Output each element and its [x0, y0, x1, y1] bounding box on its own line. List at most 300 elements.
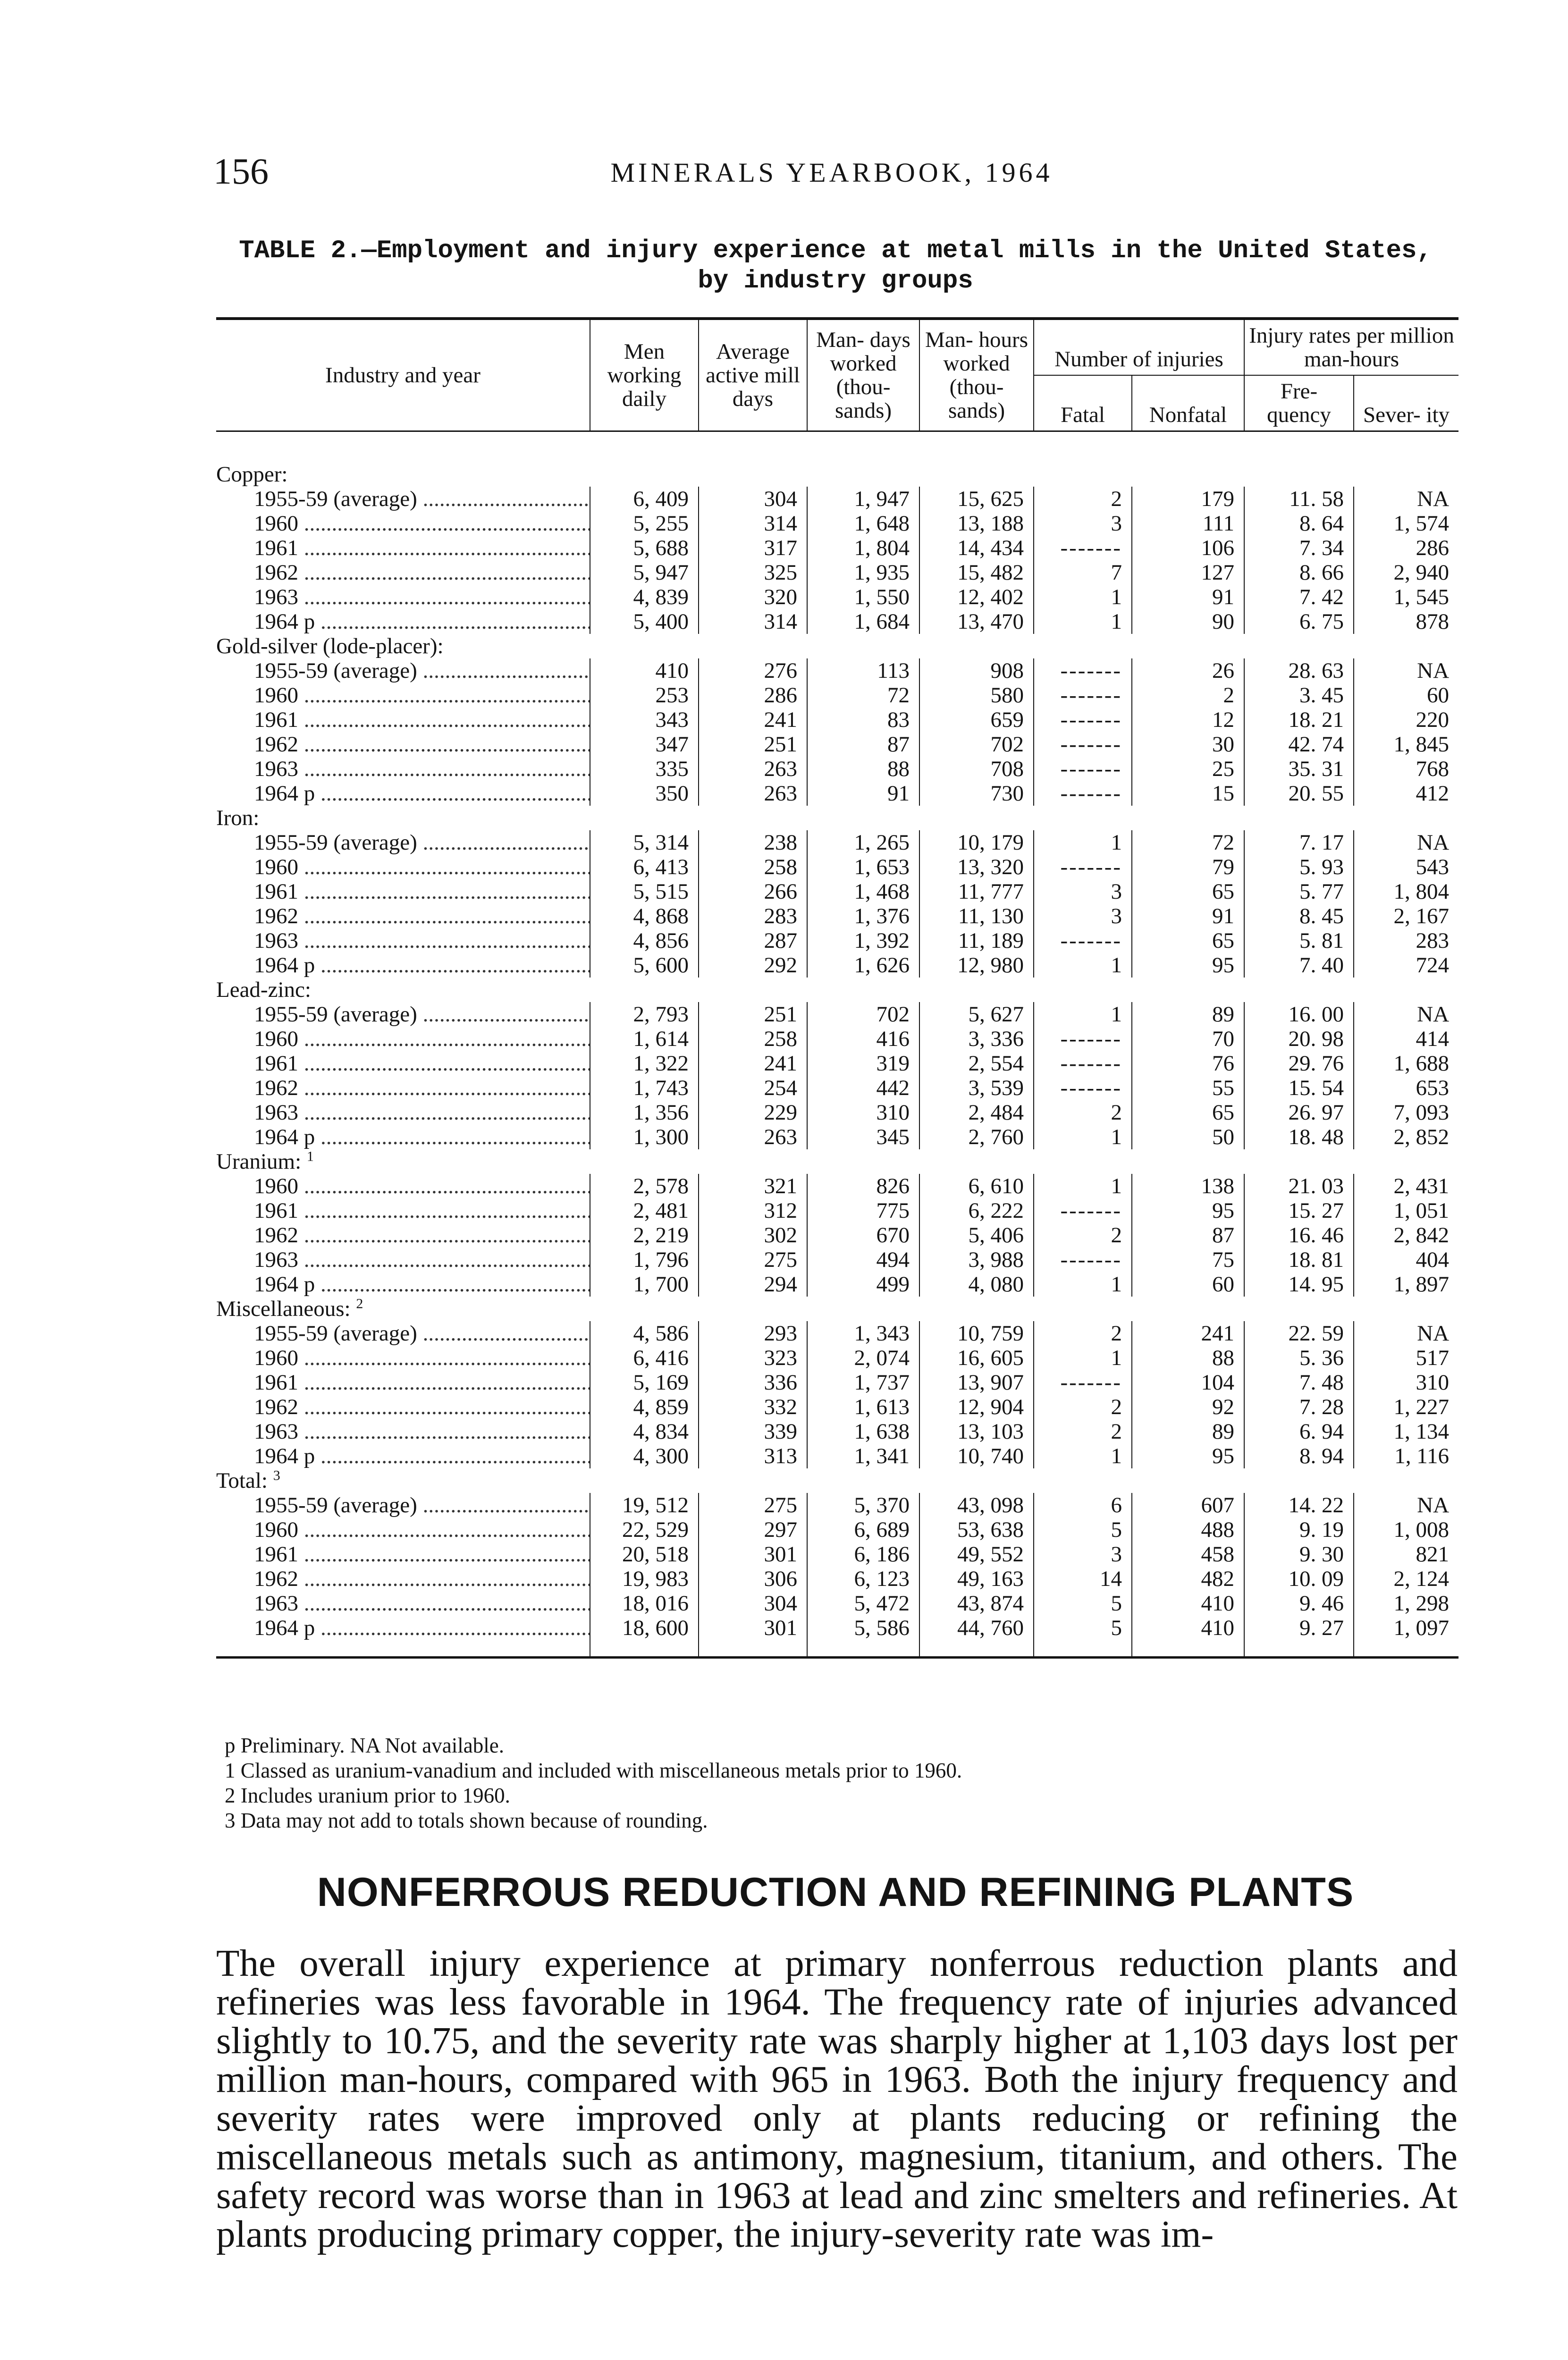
row-year: 1964 p .....: [254, 1616, 590, 1640]
active-days: 312: [699, 1198, 807, 1223]
man-days: 1, 947: [807, 487, 919, 511]
man-hours: 43, 874: [919, 1591, 1034, 1616]
row-year: 1962 .....: [254, 1223, 590, 1247]
frequency-rate: 16. 00: [1244, 1002, 1354, 1027]
men-working: 2, 219: [590, 1223, 699, 1247]
man-hours: 702: [919, 732, 1034, 757]
men-working: 5, 515: [590, 879, 699, 904]
nonfatal-count: 90: [1132, 609, 1244, 634]
frequency-rate: 9. 27: [1244, 1616, 1354, 1658]
nonfatal-count: 65: [1132, 1100, 1244, 1125]
group-name: Miscellaneous:: [216, 1297, 351, 1321]
active-days: 314: [699, 609, 807, 634]
man-hours: 14, 434: [919, 536, 1034, 560]
man-days: 88: [807, 757, 919, 781]
man-hours: 53, 638: [919, 1517, 1034, 1542]
man-days: 494: [807, 1247, 919, 1272]
fatal-count: 2: [1034, 1395, 1132, 1419]
fatal-count: 1: [1034, 609, 1132, 634]
severity-rate: 1, 008: [1354, 1517, 1458, 1542]
frequency-rate: 7. 28: [1244, 1395, 1354, 1419]
man-days: 1, 737: [807, 1370, 919, 1395]
man-days: 319: [807, 1051, 919, 1076]
fatal-count: 2: [1034, 1100, 1132, 1125]
frequency-rate: 20. 98: [1244, 1027, 1354, 1051]
col-group-injuries: Number of injuries: [1034, 319, 1244, 375]
row-year: 1963 .....: [254, 1591, 590, 1616]
severity-rate: 220: [1354, 708, 1458, 732]
man-hours: 2, 484: [919, 1100, 1034, 1125]
row-year: 1963 .....: [254, 928, 590, 953]
severity-rate: 878: [1354, 609, 1458, 634]
men-working: 6, 409: [590, 487, 699, 511]
footnote-ref: 2: [356, 1297, 363, 1312]
table-row: [216, 658, 1458, 683]
frequency-rate: 18. 81: [1244, 1247, 1354, 1272]
man-hours: 11, 189: [919, 928, 1034, 953]
man-days: 91: [807, 781, 919, 806]
man-hours: 2, 760: [919, 1125, 1034, 1149]
man-days: 83: [807, 708, 919, 732]
nonfatal-count: 79: [1132, 855, 1244, 879]
man-days: 1, 341: [807, 1444, 919, 1468]
row-year: 1963 .....: [254, 1247, 590, 1272]
nonfatal-count: 30: [1132, 732, 1244, 757]
group-label: [216, 431, 1458, 487]
frequency-rate: 14. 95: [1244, 1272, 1354, 1297]
nonfatal-count: 65: [1132, 928, 1244, 953]
fatal-count: 1: [1034, 1125, 1132, 1149]
severity-rate: 1, 134: [1354, 1419, 1458, 1444]
severity-rate: 653: [1354, 1076, 1458, 1100]
active-days: 266: [699, 879, 807, 904]
row-label: [216, 1125, 590, 1149]
table-row: [216, 1223, 1458, 1247]
row-year: 1963 .....: [254, 585, 590, 609]
man-days: 310: [807, 1100, 919, 1125]
severity-rate: 2, 431: [1354, 1174, 1458, 1198]
man-days: 1, 392: [807, 928, 919, 953]
men-working: 5, 947: [590, 560, 699, 585]
frequency-rate: 35. 31: [1244, 757, 1354, 781]
fatal-count: 1: [1034, 1346, 1132, 1370]
row-label: [216, 1616, 590, 1658]
severity-rate: NA: [1354, 1321, 1458, 1346]
table-row: [216, 1419, 1458, 1444]
table-body: [216, 431, 1458, 1658]
nonfatal-count: 2: [1132, 683, 1244, 708]
row-label: [216, 1591, 590, 1616]
man-hours: 13, 103: [919, 1419, 1034, 1444]
row-year: 1960 .....: [254, 1517, 590, 1542]
men-working: 5, 169: [590, 1370, 699, 1395]
man-days: 1, 550: [807, 585, 919, 609]
nonfatal-count: 91: [1132, 904, 1244, 928]
table-row: [216, 1100, 1458, 1125]
footnote-1: 1 Classed as uranium-vanadium and included with miscellaneous metals prior to 1960.: [225, 1759, 962, 1782]
man-hours: 15, 482: [919, 560, 1034, 585]
row-year: 1960 .....: [254, 1027, 590, 1051]
fatal-count: 1: [1034, 830, 1132, 855]
table-row: [216, 708, 1458, 732]
active-days: 301: [699, 1542, 807, 1567]
table-row: [216, 683, 1458, 708]
table-row: [216, 879, 1458, 904]
severity-rate: 1, 051: [1354, 1198, 1458, 1223]
frequency-rate: 42. 74: [1244, 732, 1354, 757]
men-working: 1, 796: [590, 1247, 699, 1272]
severity-rate: 517: [1354, 1346, 1458, 1370]
severity-rate: 404: [1354, 1247, 1458, 1272]
man-days: 5, 586: [807, 1616, 919, 1658]
man-days: 1, 468: [807, 879, 919, 904]
frequency-rate: 7. 40: [1244, 953, 1354, 978]
man-days: 1, 613: [807, 1395, 919, 1419]
nonfatal-count: 26: [1132, 658, 1244, 683]
nonfatal-count: 488: [1132, 1517, 1244, 1542]
group-label: [216, 1149, 1458, 1174]
severity-rate: NA: [1354, 1002, 1458, 1027]
severity-rate: 724: [1354, 953, 1458, 978]
footnote-ref: 3: [273, 1468, 280, 1483]
frequency-rate: 7. 34: [1244, 536, 1354, 560]
row-label: [216, 708, 590, 732]
man-days: 702: [807, 1002, 919, 1027]
row-label: [216, 879, 590, 904]
man-hours: 13, 320: [919, 855, 1034, 879]
man-hours: 4, 080: [919, 1272, 1034, 1297]
table-row: [216, 830, 1458, 855]
men-working: 335: [590, 757, 699, 781]
row-year: 1960 .....: [254, 1174, 590, 1198]
man-hours: 5, 406: [919, 1223, 1034, 1247]
nonfatal-count: 75: [1132, 1247, 1244, 1272]
fatal-count: [1034, 658, 1132, 683]
severity-rate: 543: [1354, 855, 1458, 879]
row-year: 1961 .....: [254, 536, 590, 560]
frequency-rate: 14. 22: [1244, 1493, 1354, 1517]
row-label: [216, 855, 590, 879]
row-label: [216, 536, 590, 560]
severity-rate: 2, 842: [1354, 1223, 1458, 1247]
table-row: [216, 1493, 1458, 1517]
man-hours: 13, 188: [919, 511, 1034, 536]
frequency-rate: 28. 63: [1244, 658, 1354, 683]
active-days: 317: [699, 536, 807, 560]
frequency-rate: 10. 09: [1244, 1567, 1354, 1591]
row-year: 1955-59 (average) .....: [254, 830, 590, 855]
severity-rate: 2, 167: [1354, 904, 1458, 928]
table-row: [216, 609, 1458, 634]
active-days: 314: [699, 511, 807, 536]
row-year: 1962 .....: [254, 560, 590, 585]
frequency-rate: 18. 21: [1244, 708, 1354, 732]
men-working: 2, 578: [590, 1174, 699, 1198]
men-working: 4, 300: [590, 1444, 699, 1468]
table-row: [216, 904, 1458, 928]
group-label: [216, 634, 1458, 658]
man-days: 1, 638: [807, 1419, 919, 1444]
severity-rate: 2, 124: [1354, 1567, 1458, 1591]
row-label: [216, 1370, 590, 1395]
table-caption-line-1: TABLE 2.—Employment and injury experience at metal mills in the United States,: [239, 236, 1432, 265]
man-hours: 10, 740: [919, 1444, 1034, 1468]
man-days: 5, 370: [807, 1493, 919, 1517]
row-year: 1962 .....: [254, 904, 590, 928]
row-label: [216, 609, 590, 634]
row-year: 1961 .....: [254, 879, 590, 904]
col-header-industry: Industry and year: [216, 319, 590, 431]
running-title: MINERALS YEARBOOK, 1964: [610, 157, 1053, 188]
severity-rate: 768: [1354, 757, 1458, 781]
men-working: 5, 400: [590, 609, 699, 634]
fatal-count: 3: [1034, 879, 1132, 904]
men-working: 1, 300: [590, 1125, 699, 1149]
table-caption: [208, 236, 1463, 296]
row-label: [216, 1174, 590, 1198]
row-year: 1962 .....: [254, 1076, 590, 1100]
fatal-count: [1034, 781, 1132, 806]
row-label: [216, 830, 590, 855]
frequency-rate: 6. 94: [1244, 1419, 1354, 1444]
man-days: 6, 689: [807, 1517, 919, 1542]
nonfatal-count: 95: [1132, 1198, 1244, 1223]
fatal-count: [1034, 1076, 1132, 1100]
fatal-count: [1034, 683, 1132, 708]
men-working: 6, 413: [590, 855, 699, 879]
nonfatal-count: 15: [1132, 781, 1244, 806]
fatal-count: [1034, 1370, 1132, 1395]
fatal-count: [1034, 536, 1132, 560]
active-days: 320: [699, 585, 807, 609]
active-days: 332: [699, 1395, 807, 1419]
frequency-rate: 5. 77: [1244, 879, 1354, 904]
table-row: [216, 1567, 1458, 1591]
col-header-active-days: Average active mill days: [699, 319, 807, 431]
nonfatal-count: 89: [1132, 1002, 1244, 1027]
nonfatal-count: 87: [1132, 1223, 1244, 1247]
active-days: 306: [699, 1567, 807, 1591]
group-row: [216, 431, 1458, 487]
frequency-rate: 21. 03: [1244, 1174, 1354, 1198]
men-working: 20, 518: [590, 1542, 699, 1567]
man-hours: 580: [919, 683, 1034, 708]
men-working: 22, 529: [590, 1517, 699, 1542]
table-row: [216, 1272, 1458, 1297]
table-row: [216, 1542, 1458, 1567]
man-hours: 49, 163: [919, 1567, 1034, 1591]
active-days: 263: [699, 757, 807, 781]
active-days: 254: [699, 1076, 807, 1100]
row-label: [216, 1395, 590, 1419]
active-days: 251: [699, 732, 807, 757]
row-label: [216, 1100, 590, 1125]
men-working: 5, 255: [590, 511, 699, 536]
men-working: 4, 586: [590, 1321, 699, 1346]
nonfatal-count: 241: [1132, 1321, 1244, 1346]
row-label: [216, 511, 590, 536]
table-row: [216, 1125, 1458, 1149]
active-days: 263: [699, 1125, 807, 1149]
man-days: 6, 186: [807, 1542, 919, 1567]
row-year: 1961 .....: [254, 1051, 590, 1076]
fatal-count: 2: [1034, 487, 1132, 511]
group-row: [216, 1149, 1458, 1174]
frequency-rate: 16. 46: [1244, 1223, 1354, 1247]
row-label: [216, 1346, 590, 1370]
frequency-rate: 3. 45: [1244, 683, 1354, 708]
group-label: [216, 806, 1458, 830]
table-row: [216, 928, 1458, 953]
man-hours: 43, 098: [919, 1493, 1034, 1517]
frequency-rate: 6. 75: [1244, 609, 1354, 634]
fatal-count: 1: [1034, 1174, 1132, 1198]
fatal-count: [1034, 1198, 1132, 1223]
men-working: 410: [590, 658, 699, 683]
group-label: [216, 1297, 1458, 1321]
row-year: 1964 p .....: [254, 953, 590, 978]
fatal-count: 1: [1034, 953, 1132, 978]
row-year: 1961 .....: [254, 1370, 590, 1395]
fatal-count: [1034, 1027, 1132, 1051]
frequency-rate: 8. 45: [1244, 904, 1354, 928]
active-days: 229: [699, 1100, 807, 1125]
row-label: [216, 658, 590, 683]
table-row: [216, 1517, 1458, 1542]
severity-rate: 412: [1354, 781, 1458, 806]
nonfatal-count: 482: [1132, 1567, 1244, 1591]
fatal-count: [1034, 1051, 1132, 1076]
nonfatal-count: 95: [1132, 953, 1244, 978]
row-label: [216, 585, 590, 609]
severity-rate: 283: [1354, 928, 1458, 953]
row-label: [216, 1493, 590, 1517]
frequency-rate: 29. 76: [1244, 1051, 1354, 1076]
row-year: 1964 p .....: [254, 609, 590, 634]
severity-rate: 60: [1354, 683, 1458, 708]
men-working: 4, 859: [590, 1395, 699, 1419]
active-days: 301: [699, 1616, 807, 1658]
active-days: 297: [699, 1517, 807, 1542]
row-year: 1962 .....: [254, 732, 590, 757]
frequency-rate: 5. 93: [1244, 855, 1354, 879]
severity-rate: 2, 852: [1354, 1125, 1458, 1149]
men-working: 2, 793: [590, 1002, 699, 1027]
row-label: [216, 1272, 590, 1297]
severity-rate: 821: [1354, 1542, 1458, 1567]
frequency-rate: 18. 48: [1244, 1125, 1354, 1149]
frequency-rate: 7. 42: [1244, 585, 1354, 609]
table-row: [216, 757, 1458, 781]
man-days: 1, 935: [807, 560, 919, 585]
row-year: 1962 .....: [254, 1395, 590, 1419]
men-working: 347: [590, 732, 699, 757]
page-number: 156: [213, 151, 269, 192]
table-row: [216, 1591, 1458, 1616]
footnote-3: 3 Data may not add to totals shown because of rounding.: [225, 1809, 708, 1832]
nonfatal-count: 60: [1132, 1272, 1244, 1297]
severity-rate: 1, 298: [1354, 1591, 1458, 1616]
table-row: [216, 953, 1458, 978]
row-year: 1964 p .....: [254, 1272, 590, 1297]
men-working: 343: [590, 708, 699, 732]
group-label: [216, 1468, 1458, 1493]
nonfatal-count: 92: [1132, 1395, 1244, 1419]
men-working: 19, 983: [590, 1567, 699, 1591]
row-year: 1955-59 (average) .....: [254, 1321, 590, 1346]
row-label: [216, 904, 590, 928]
row-year: 1964 p .....: [254, 1444, 590, 1468]
table-row: [216, 1002, 1458, 1027]
men-working: 1, 700: [590, 1272, 699, 1297]
men-working: 5, 600: [590, 953, 699, 978]
row-year: 1961 .....: [254, 708, 590, 732]
nonfatal-count: 70: [1132, 1027, 1244, 1051]
group-name: Iron:: [216, 806, 260, 830]
man-hours: 13, 470: [919, 609, 1034, 634]
row-year: 1960 .....: [254, 1346, 590, 1370]
man-hours: 13, 907: [919, 1370, 1034, 1395]
frequency-rate: 8. 94: [1244, 1444, 1354, 1468]
nonfatal-count: 95: [1132, 1444, 1244, 1468]
active-days: 294: [699, 1272, 807, 1297]
nonfatal-count: 106: [1132, 536, 1244, 560]
frequency-rate: 8. 64: [1244, 511, 1354, 536]
active-days: 325: [699, 560, 807, 585]
row-label: [216, 1051, 590, 1076]
row-label: [216, 732, 590, 757]
man-days: 1, 376: [807, 904, 919, 928]
man-hours: 12, 980: [919, 953, 1034, 978]
row-label: [216, 1027, 590, 1051]
man-days: 5, 472: [807, 1591, 919, 1616]
row-year: 1961 .....: [254, 1542, 590, 1567]
man-hours: 12, 402: [919, 585, 1034, 609]
active-days: 304: [699, 1591, 807, 1616]
active-days: 323: [699, 1346, 807, 1370]
man-days: 670: [807, 1223, 919, 1247]
active-days: 241: [699, 1051, 807, 1076]
active-days: 276: [699, 658, 807, 683]
man-days: 345: [807, 1125, 919, 1149]
col-group-injury-rates: Injury rates per million man-hours: [1244, 319, 1458, 375]
fatal-count: 2: [1034, 1419, 1132, 1444]
row-label: [216, 781, 590, 806]
nonfatal-count: 89: [1132, 1419, 1244, 1444]
nonfatal-count: 91: [1132, 585, 1244, 609]
men-working: 2, 481: [590, 1198, 699, 1223]
fatal-count: 1: [1034, 585, 1132, 609]
frequency-rate: 9. 46: [1244, 1591, 1354, 1616]
table-row: [216, 855, 1458, 879]
severity-rate: 7, 093: [1354, 1100, 1458, 1125]
table-row: [216, 1370, 1458, 1395]
men-working: 4, 868: [590, 904, 699, 928]
frequency-rate: 8. 66: [1244, 560, 1354, 585]
men-working: 19, 512: [590, 1493, 699, 1517]
men-working: 4, 839: [590, 585, 699, 609]
man-hours: 3, 336: [919, 1027, 1034, 1051]
fatal-count: [1034, 855, 1132, 879]
row-year: 1960 .....: [254, 855, 590, 879]
active-days: 336: [699, 1370, 807, 1395]
body-paragraph: The overall injury experience at primary nonferrous reduction plants and refineries was less favorable in 1964. The frequency rate of injuries advanced slightly to 10.75, and the severity rate was sharply higher at 1,103 days lost per million man-hours, compared with 965 in 1963. Both the injury frequency and severity rates were improved only at plants reducing or refining the miscellaneous metals such as antimony, magnesium, titanium, and others. The safety record was worse than in 1963 at lead and zinc smelters and refineries. At plants producing primary copper, the injury-severity rate was im-: [216, 1942, 1458, 2255]
row-label: [216, 560, 590, 585]
table-caption-line-2: by industry groups: [698, 267, 973, 295]
nonfatal-count: 104: [1132, 1370, 1244, 1395]
fatal-count: [1034, 757, 1132, 781]
frequency-rate: 9. 19: [1244, 1517, 1354, 1542]
